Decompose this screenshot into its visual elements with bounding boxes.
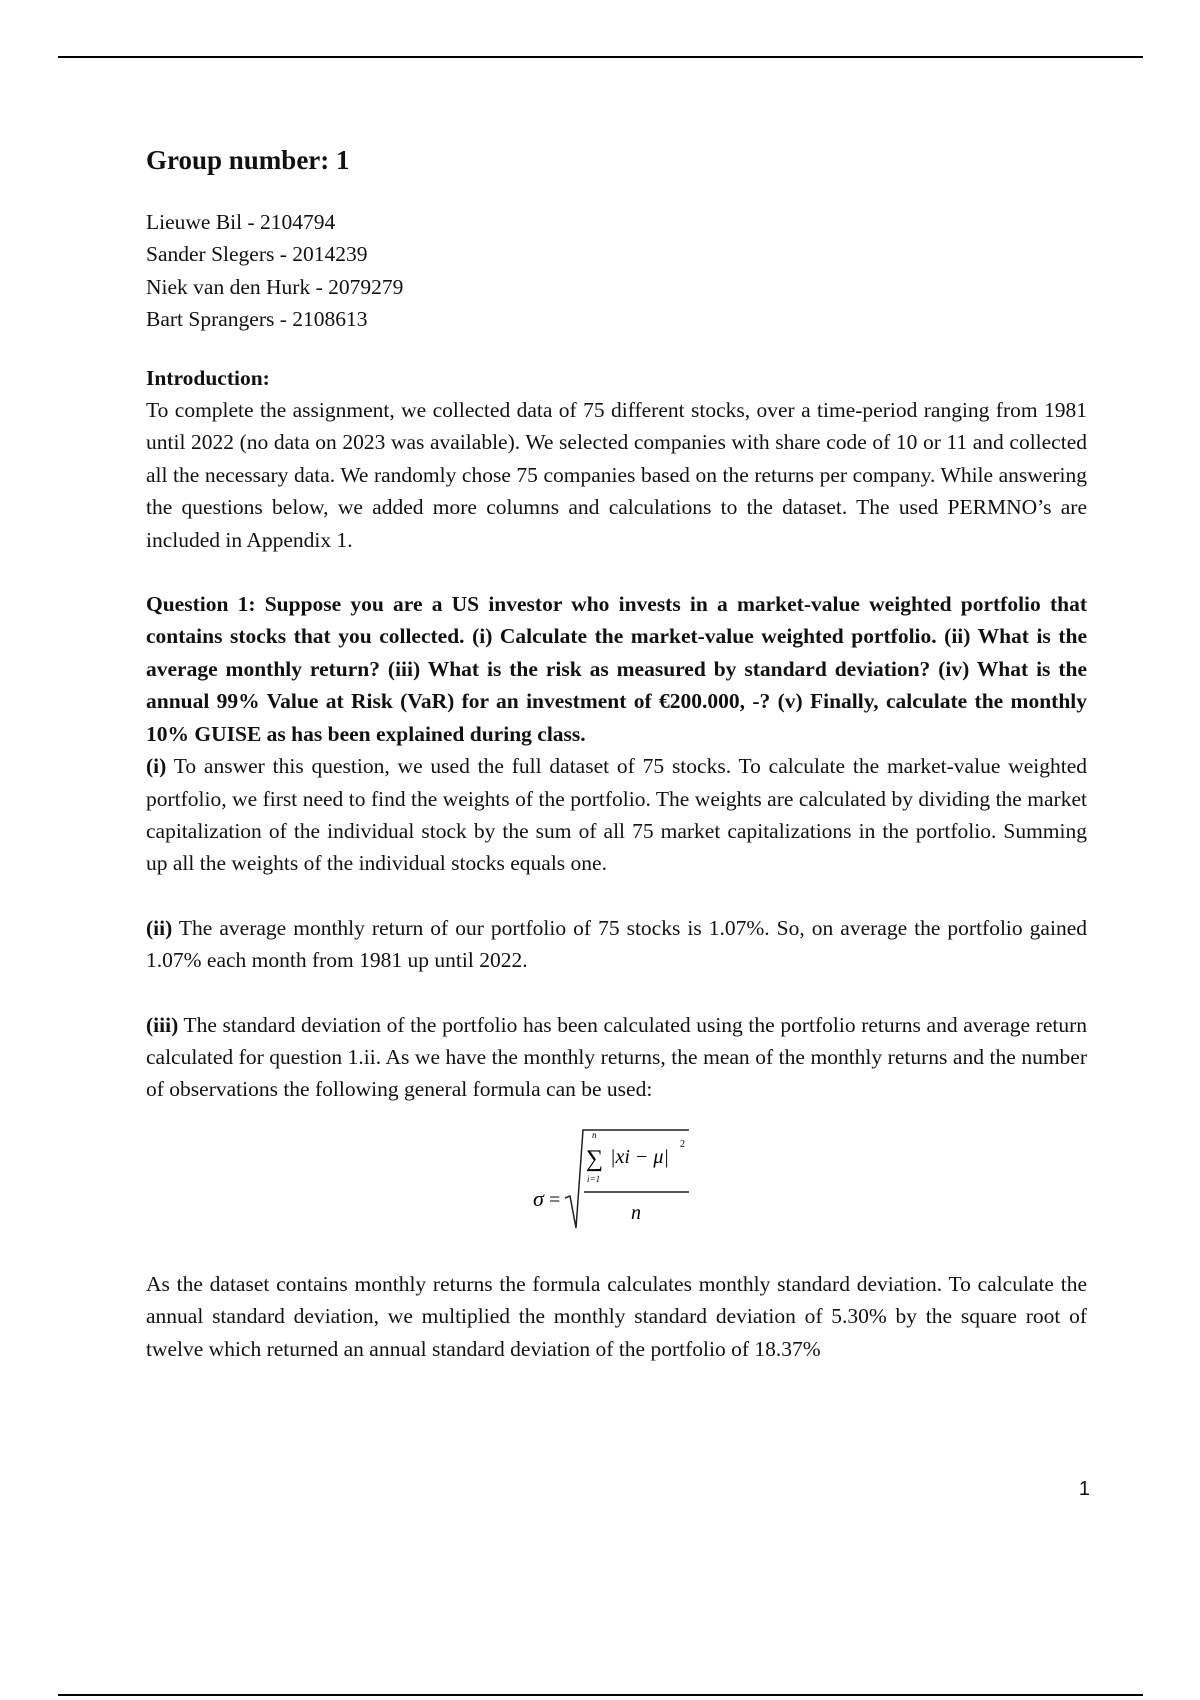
answer-i [146, 750, 1087, 880]
member-item: Lieuwe Bil - 2104794 [146, 210, 336, 234]
formula-denominator: n [631, 1201, 641, 1224]
formula-equals: = [549, 1188, 561, 1211]
formula-sum-symbol: ∑ [586, 1145, 604, 1172]
answer-ii-text: The average monthly return of our portfolio of 75 stocks is 1.07%. So, on average the portfolio gained 1.07% each month from 1981 up until 2022. [146, 915, 1087, 973]
introduction-text: To complete the assignment, we collected data of 75 different stocks, over a time-period ranging from 1981 until 2022 (no data on 2023 was available). We selected companies with share code of 10 or 11 and collected all the necessary data. We randomly chose 75 companies based on the returns per company. While answering the questions below, we added more columns and calculations to the dataset. The used PERMNO’s are included in Appendix 1. [146, 398, 1087, 552]
answer-iii [146, 1009, 1087, 1106]
formula-sum-lower: i=1 [587, 1173, 601, 1184]
formula-radical [565, 1130, 689, 1228]
member-list [146, 206, 1087, 336]
formula-numerator: |xi − μ| [610, 1145, 669, 1168]
answer-ii [146, 912, 1087, 977]
page-number: 1 [1078, 1478, 1090, 1500]
top-rule [58, 56, 1143, 58]
answer-iii-continued: As the dataset contains monthly returns the formula calculates monthly standard deviation. To calculate the annual standard deviation, we multiplied the monthly standard deviation of 5.30% by the square root of twelve which returned an annual standard deviation of the portfolio of 18.37% [146, 1271, 1087, 1361]
introduction-heading: Introduction: [146, 365, 270, 390]
answer-i-text: To answer this question, we used the full dataset of 75 stocks. To calculate the market-value weighted portfolio, we first need to find the weights of the portfolio. The weights are calculated by dividing the market capitalization of the individual stock by the sum of all 75 market capitalizations in the portfolio. Summing up all the weights of the individual stocks equals one. [146, 754, 1087, 876]
formula-exponent: 2 [680, 1138, 685, 1150]
answer-i-label: (i) [146, 754, 167, 779]
page-content [146, 140, 1087, 1365]
group-title: Group number: 1 [146, 145, 350, 175]
standard-deviation-formula [146, 1110, 1087, 1260]
bottom-rule [58, 1694, 1143, 1696]
formula-sigma: σ [533, 1185, 544, 1211]
member-item: Niek van den Hurk - 2079279 [146, 274, 404, 299]
answer-iii-label: (iii) [146, 1012, 179, 1037]
answer-ii-label: (ii) [146, 915, 173, 940]
question-1-text: Question 1: Suppose you are a US investor who invests in a market-value weighted portfolio that contains stocks that you collected. (i) Calculate the market-value weighted portfolio. (ii) What is the average monthly return? (iii) What is the risk as measured by standard deviation? (iv) What is the annual 99% Value at Risk (VaR) for an investment of €200.000, -? (v) Finally, calculate the monthly 10% GUISE as has been explained during class. [146, 592, 1087, 746]
answer-iii-text: The standard deviation of the portfolio has been calculated using the portfolio returns and average return calculated for question 1.ii. As we have the monthly returns, the mean of the monthly returns and the number of observations the following general formula can be used: [146, 1012, 1087, 1102]
formula-graphic [531, 1110, 711, 1260]
introduction-section [146, 362, 1087, 556]
member-item: Bart Sprangers - 2108613 [146, 307, 368, 332]
member-item: Sander Slegers - 2014239 [146, 242, 368, 267]
formula-sum-upper: n [592, 1129, 597, 1140]
